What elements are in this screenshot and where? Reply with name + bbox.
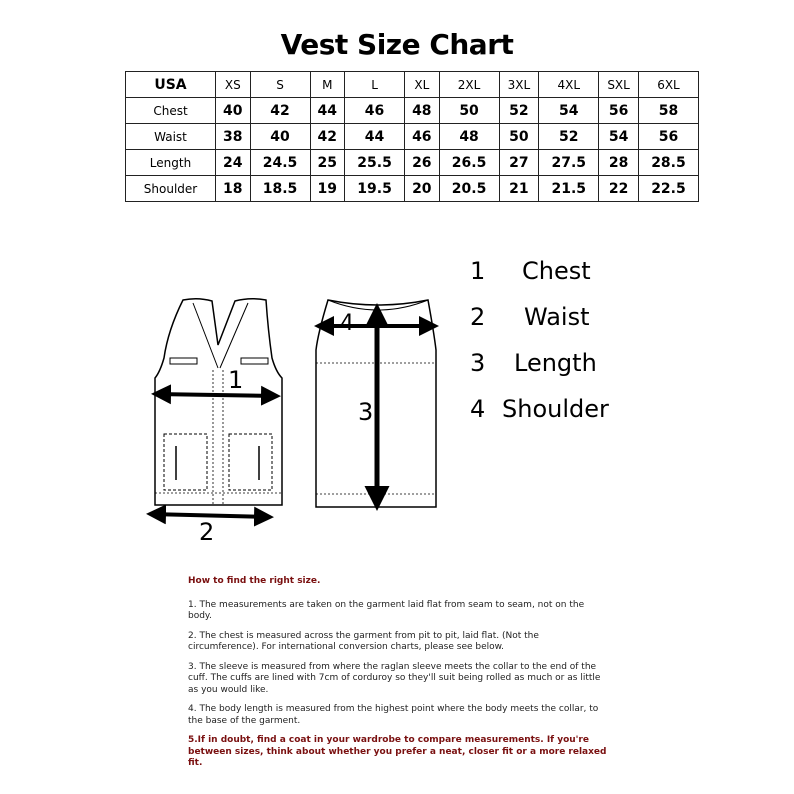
- table-cell: 24: [216, 150, 251, 176]
- table-cell: 18.5: [250, 176, 310, 202]
- header-cell: USA: [126, 72, 216, 98]
- table-cell: 26: [405, 150, 440, 176]
- table-cell: 56: [599, 98, 639, 124]
- row-label: Shoulder: [126, 176, 216, 202]
- instruction-tip: 5.If in doubt, find a coat in your wardrobe to compare measurements. If you're between sizes, think about whether you prefer a neat, closer fit or a more relaxed fit.: [188, 735, 607, 768]
- table-cell: 50: [499, 124, 539, 150]
- header-cell: M: [310, 72, 345, 98]
- table-cell: 21: [499, 176, 539, 202]
- legend-label: Waist: [524, 303, 590, 331]
- table-cell: 46: [345, 98, 405, 124]
- header-cell: XS: [216, 72, 251, 98]
- legend-number: 2: [470, 303, 486, 331]
- table-cell: 25: [310, 150, 345, 176]
- header-cell: 2XL: [439, 72, 499, 98]
- table-cell: 38: [216, 124, 251, 150]
- table-cell: 22: [599, 176, 639, 202]
- header-cell: S: [250, 72, 310, 98]
- table-cell: 26.5: [439, 150, 499, 176]
- legend-item-length: [470, 340, 609, 386]
- legend-item-waist: [470, 294, 609, 340]
- table-cell: 27.5: [539, 150, 599, 176]
- header-cell: 4XL: [539, 72, 599, 98]
- vest-front-drawing: [155, 299, 282, 505]
- header-cell: XL: [405, 72, 440, 98]
- table-cell: 20: [405, 176, 440, 202]
- page-title: Vest Size Chart: [280, 28, 514, 61]
- waist-arrow: [150, 514, 270, 517]
- legend-label: Chest: [522, 257, 591, 285]
- diagram-label-length: 3: [358, 398, 374, 426]
- table-cell: 58: [638, 98, 698, 124]
- table-cell: 19: [310, 176, 345, 202]
- header-cell: 3XL: [499, 72, 539, 98]
- table-cell: 24.5: [250, 150, 310, 176]
- table-cell: 19.5: [345, 176, 405, 202]
- legend-number: 1: [470, 257, 486, 285]
- instruction-item: 3. The sleeve is measured from where the raglan sleeve meets the collar to the end of the cuff. The cuffs are lined with 7cm of corduroy so they'll suit being rolled as much or as little as you would like.: [188, 661, 601, 695]
- header-cell: SXL: [599, 72, 639, 98]
- instruction-item: 1. The measurements are taken on the garment laid flat from seam to seam, not on the body.: [188, 599, 585, 621]
- diagram-label-shoulder: 4: [340, 311, 354, 336]
- table-cell: 40: [250, 124, 310, 150]
- table-cell: 50: [439, 98, 499, 124]
- row-label: Waist: [126, 124, 216, 150]
- table-cell: 44: [310, 98, 345, 124]
- legend-number: 4: [470, 395, 486, 423]
- header-cell: 6XL: [638, 72, 698, 98]
- diagram-label-chest: 1: [228, 366, 244, 394]
- table-cell: 44: [345, 124, 405, 150]
- table-cell: 18: [216, 176, 251, 202]
- table-cell: 52: [539, 124, 599, 150]
- table-cell: 27: [499, 150, 539, 176]
- table-cell: 56: [638, 124, 698, 150]
- row-label: Chest: [126, 98, 216, 124]
- instructions-heading: How to find the right size.: [188, 576, 321, 586]
- legend-label: Length: [514, 349, 597, 377]
- size-instructions: [188, 576, 608, 778]
- instruction-item: 4. The body length is measured from the highest point where the body meets the collar, to the base of the garment.: [188, 704, 599, 726]
- table-cell: 22.5: [638, 176, 698, 202]
- measurement-legend: [470, 248, 609, 432]
- table-cell: 42: [310, 124, 345, 150]
- legend-item-shoulder: [470, 386, 609, 432]
- table-cell: 25.5: [345, 150, 405, 176]
- row-label: Length: [126, 150, 216, 176]
- table-cell: 54: [599, 124, 639, 150]
- chest-arrow: [155, 394, 277, 396]
- table-cell: 52: [499, 98, 539, 124]
- table-cell: 28: [599, 150, 639, 176]
- table-cell: 21.5: [539, 176, 599, 202]
- legend-label: Shoulder: [502, 395, 609, 423]
- table-cell: 48: [405, 98, 440, 124]
- table-cell: 40: [216, 98, 251, 124]
- diagram-label-waist: 2: [199, 518, 215, 546]
- instruction-item: 2. The chest is measured across the garment from pit to pit, laid flat. (Not the circumference). For international conversion charts, please see below.: [188, 630, 539, 652]
- table-cell: 28.5: [638, 150, 698, 176]
- table-cell: 54: [539, 98, 599, 124]
- table-cell: 42: [250, 98, 310, 124]
- legend-number: 3: [470, 349, 486, 377]
- header-cell: L: [345, 72, 405, 98]
- table-cell: 48: [439, 124, 499, 150]
- legend-item-chest: [470, 248, 609, 294]
- table-cell: 20.5: [439, 176, 499, 202]
- table-cell: 46: [405, 124, 440, 150]
